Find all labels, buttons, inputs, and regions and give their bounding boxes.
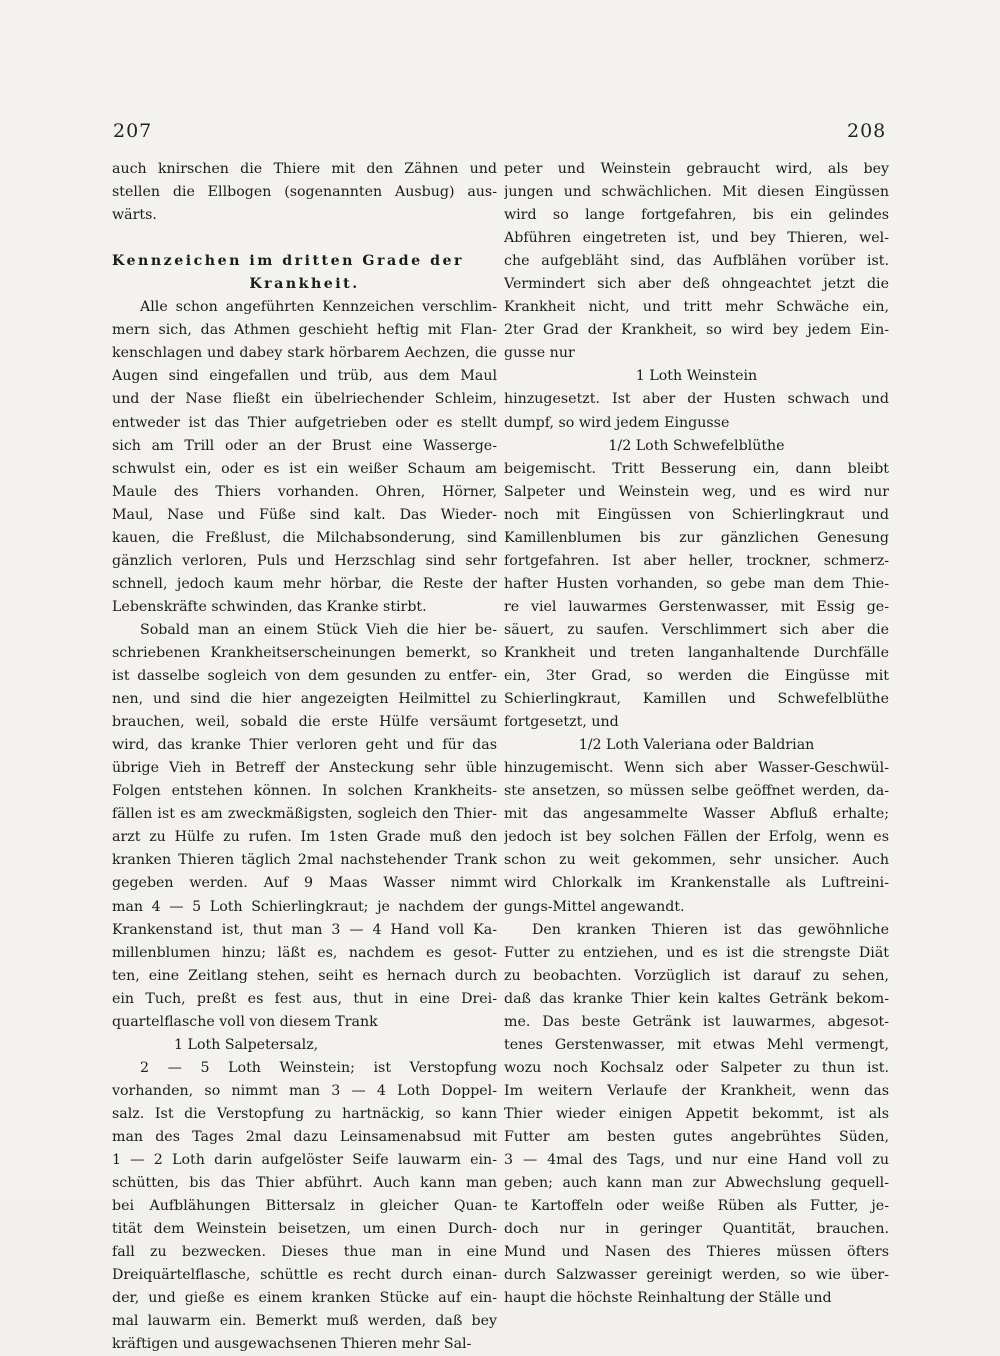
text-line: wird Chlorkalk im Krankenstalle als Luftreini- — [504, 875, 889, 892]
text-line: Kennzeichen im dritten Grade der — [112, 253, 464, 270]
text-line: arzt zu Hülfe zu rufen. Im 1sten Grade muß den — [112, 829, 497, 846]
text-line: haupt die höchste Reinhaltung der Ställe und — [504, 1290, 832, 1307]
text-line: ein Tuch, preßt es fest aus, thut in eine Drei- — [112, 990, 497, 1007]
text-line: vorhanden, so nimmt man 3 — 4 Loth Doppel- — [112, 1082, 497, 1099]
text-line: che aufgebläht sind, das Aufblähen vorüber ist. — [504, 253, 889, 270]
text-line: Salpeter und Weinstein weg, und es wird nur — [504, 483, 889, 500]
text-line: schon zu weit gekommen, sehr unsicher. Auch — [504, 852, 889, 869]
text-line: Mund und Nasen des Thieres müssen öfters — [504, 1244, 889, 1261]
text-line: fortgefahren. Ist aber heller, trockner, schmerz- — [504, 552, 889, 569]
text-line: schnell, jedoch kaum mehr hörbar, die Reste der — [112, 575, 497, 592]
text-line: Krankenstand ist, thut man 3 — 4 Hand voll Ka- — [112, 921, 497, 938]
text-line: zu beobachten. Vorzüglich ist darauf zu sehen, — [504, 967, 889, 984]
text-line: Sobald man an einem Stück Vieh die hier be- — [140, 621, 497, 638]
text-line: dumpf, so wird jedem Eingusse — [504, 414, 730, 431]
text-line: man des Tages 2mal dazu Leinsamenabsud mit — [112, 1128, 497, 1145]
text-line: auch knirschen die Thiere mit den Zähnen und — [112, 161, 497, 177]
text-line: wird, das kranke Thier verloren geht und für das — [112, 737, 497, 754]
text-line: jungen und schwächlichen. Mit diesen Eingüssen — [504, 184, 889, 201]
text-line: 1/2 Loth Valeriana oder Baldrian — [578, 737, 815, 754]
text-line: quartelflasche voll von diesem Trank — [112, 1013, 378, 1030]
text-line: Im weitern Verlaufe der Krankheit, wenn das — [504, 1082, 889, 1099]
text-line: ste ansetzen, so müssen selbe geöffnet werden, da- — [504, 783, 889, 800]
text-line: 1 — 2 Loth darin aufgelöster Seife lauwarm ein- — [112, 1152, 497, 1169]
page-number-right: 208 — [847, 120, 887, 142]
text-line: der, und gieße es einem kranken Stücke auf ein- — [112, 1290, 497, 1307]
text-line: Thier wieder einigen Appetit bekommt, ist als — [504, 1105, 889, 1122]
text-line: 1/2 Loth Schwefelblüthe — [608, 437, 785, 454]
text-line: te Kartoffeln oder weiße Rüben als Futter, je- — [504, 1198, 889, 1215]
text-line: Krankheit. — [249, 276, 360, 293]
text-line: gusse nur — [504, 345, 575, 362]
text-line: kenschlagen und dabey stark hörbarem Aechzen, die — [112, 345, 497, 362]
text-line: doch nur in geringer Quantität, brauchen. — [504, 1221, 889, 1238]
text-line: brauchen, weil, sobald die erste Hülfe versäumt — [112, 714, 497, 731]
text-line: übrige Vieh in Betreff der Ansteckung sehr üble — [112, 760, 497, 777]
text-line: hinzugemischt. Wenn sich aber Wasser-Geschwül- — [504, 760, 889, 777]
text-line: ten, eine Zeitlang stehen, seiht es hernach durch — [112, 967, 497, 984]
text-line: fällen ist es am zweckmäßigsten, sogleich den Thier- — [112, 806, 497, 823]
text-line: kranken Thieren täglich 2mal nachstehender Trank — [112, 852, 497, 869]
text-line: jedoch ist bey solchen Fällen der Erfolg, wenn es — [504, 829, 889, 846]
text-line: bei Aufblähungen Bittersalz in gleicher Quan- — [112, 1198, 497, 1215]
text-line: durch Salzwasser gereinigt werden, so wie über- — [504, 1267, 889, 1284]
text-line: me. Das beste Getränk ist lauwarmes, abgesot- — [504, 1013, 889, 1030]
text-line: Maule des Thiers vorhanden. Ohren, Hörner, — [112, 483, 497, 500]
text-line: gänzlich verloren, Puls und Herzschlag sind sehr — [112, 552, 497, 569]
text-line: fall zu bezwecken. Dieses thue man in eine — [112, 1244, 497, 1261]
text-line: und der Nase fließt ein übelriechender Schleim, — [112, 391, 497, 408]
text-line: peter und Weinstein gebraucht wird, als bey — [504, 161, 889, 177]
text-line: gegeben werden. Auf 9 Maas Wasser nimmt — [112, 875, 497, 892]
text-line: hafter Husten vorhanden, so gebe man dem Thie- — [504, 575, 889, 592]
text-line: Dreiquärtelflasche, schüttle es recht durch einan- — [112, 1267, 497, 1284]
text-line: geben; auch kann man zur Abwechslung gequell- — [504, 1175, 889, 1192]
text-line: wärts. — [112, 207, 157, 224]
text-line: 3 — 4mal des Tags, und nur eine Hand voll zu — [504, 1152, 889, 1169]
left-page-text — [112, 158, 497, 1356]
text-line: wird so lange fortgefahren, bis ein gelindes — [504, 207, 889, 224]
text-line: millenblumen hinzu; läßt es, nachdem es gesot- — [112, 944, 497, 961]
text-line: mern sich, das Athmen geschieht heftig mit Flan- — [112, 322, 497, 339]
text-line — [112, 227, 497, 250]
text-line: Den kranken Thieren ist das gewöhnliche — [532, 921, 889, 938]
text-line: Lebenskräfte schwinden, das Kranke stirbt. — [112, 598, 427, 615]
text-line: entweder ist das Thier aufgetrieben oder es stellt — [112, 414, 497, 431]
text-line: Kamillenblumen bis zur gänzlichen Genesung — [504, 529, 889, 546]
text-line: beigemischt. Tritt Besserung ein, dann bleibt — [504, 460, 889, 477]
text-line: 2ter Grad der Krankheit, so wird bey jedem Ein- — [504, 322, 889, 339]
text-line: Abführen eingetreten ist, und bey Thieren, wel- — [504, 230, 889, 247]
text-line: 1 Loth Salpetersalz, — [174, 1036, 319, 1053]
text-line: kauen, die Freßlust, die Milchabsonderung, sind — [112, 529, 497, 546]
text-line: 2 — 5 Loth Weinstein; ist Verstopfung — [140, 1059, 497, 1076]
text-line: noch mit Eingüssen von Schierlingkraut und — [504, 506, 889, 523]
text-line: tität dem Weinstein beisetzen, um einen Durch- — [112, 1221, 497, 1238]
text-line: Maul, Nase und Füße sind kalt. Das Wieder- — [112, 506, 497, 523]
text-line: ein, 3ter Grad, so werden die Eingüsse mit — [504, 668, 889, 685]
text-line: mal lauwarm ein. Bemerkt muß werden, daß bey — [112, 1313, 497, 1330]
text-line: schütten, bis das Thier abführt. Auch kann man — [112, 1175, 497, 1192]
right-page-text — [504, 158, 889, 1310]
text-line: Alle schon angeführten Kennzeichen verschlim- — [140, 299, 497, 316]
text-line: Augen sind eingefallen und trüb, aus dem Maul — [112, 368, 497, 385]
text-line: re viel lauwarmes Gerstenwasser, mit Essig ge- — [504, 598, 889, 615]
text-line: Krankheit und treten langanhaltende Durchfälle — [504, 644, 889, 661]
text-line: stellen die Ellbogen (sogenannten Ausbug) aus- — [112, 184, 497, 201]
text-line: gungs-Mittel angewandt. — [504, 898, 685, 915]
text-line: 1 Loth Weinstein — [635, 368, 758, 385]
text-line: fortgesetzt, und — [504, 714, 619, 731]
text-line: Futter am besten gutes angebrühtes Süden, — [504, 1128, 889, 1145]
text-line: schwulst ein, oder es ist ein weißer Schaum am — [112, 460, 497, 477]
text-line: nen, und sind die hier angezeigten Heilmittel zu — [112, 691, 497, 708]
text-line: salz. Ist die Verstopfung zu hartnäckig, so kann — [112, 1105, 497, 1122]
text-line: sich am Trill oder an der Brust eine Wasserge- — [112, 437, 497, 454]
page-number-left: 207 — [113, 120, 153, 142]
text-line: schriebenen Krankheitserscheinungen bemerkt, so — [112, 644, 497, 661]
text-line: kräftigen und ausgewachsenen Thieren mehr Sal- — [112, 1336, 472, 1353]
text-line: ist dasselbe sogleich von dem gesunden zu entfer- — [112, 668, 497, 685]
text-line: wozu noch Kochsalz oder Salpeter zu thun ist. — [504, 1059, 889, 1076]
text-line: Folgen entstehen können. In solchen Krankheits- — [112, 783, 497, 800]
text-line: Krankheit nicht, und tritt mehr Schwäche ein, — [504, 299, 889, 316]
text-line: man 4 — 5 Loth Schierlingkraut; je nachdem der — [112, 898, 497, 915]
text-line: mit das angesammelte Wasser Abfluß erhalte; — [504, 806, 889, 823]
text-line: tenes Gerstenwasser, mit etwas Mehl vermengt, — [504, 1036, 889, 1053]
text-line: hinzugesetzt. Ist aber der Husten schwach und — [504, 391, 889, 408]
text-line: Futter zu entziehen, und es ist die strengste Diät — [504, 944, 889, 961]
text-line: Schierlingkraut, Kamillen und Schwefelblüthe — [504, 691, 889, 708]
text-line: Vermindert sich aber deß ohngeachtet jetzt die — [504, 276, 889, 293]
text-line: säuert, zu saufen. Verschlimmert sich aber die — [504, 621, 889, 638]
text-line: daß das kranke Thier kein kaltes Getränk bekom- — [504, 990, 889, 1007]
